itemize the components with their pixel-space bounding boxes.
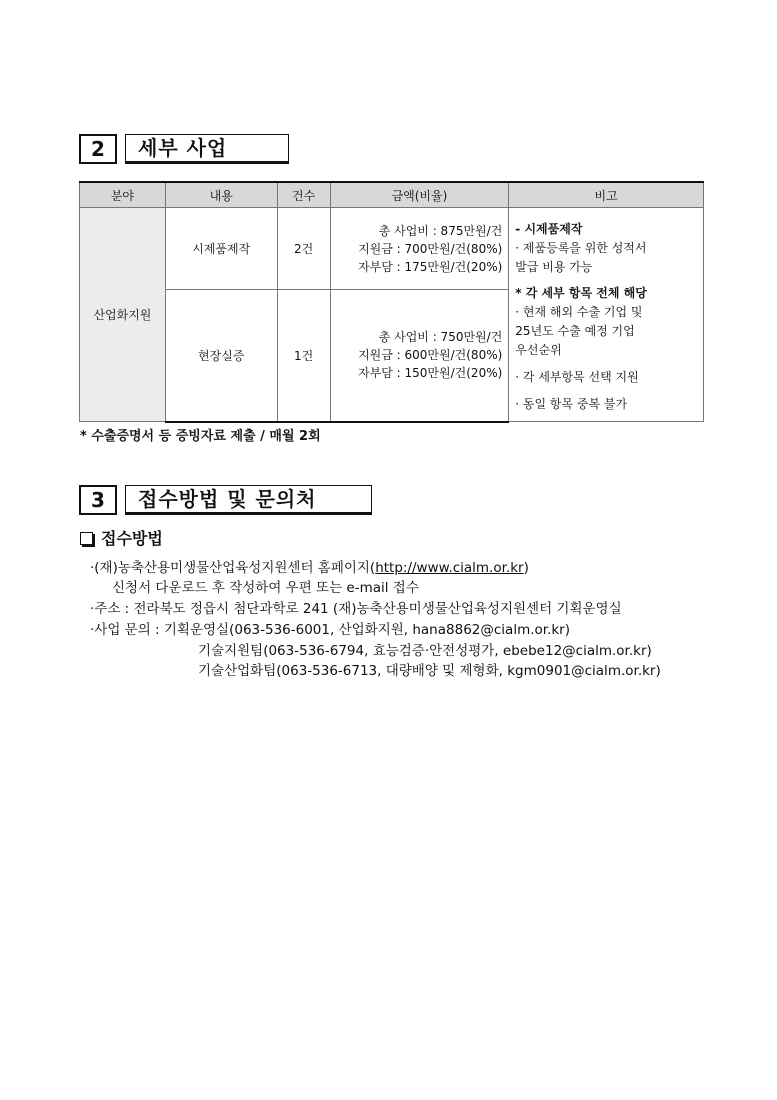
section-number: 3	[79, 485, 117, 515]
field-cell: 산업화지원	[80, 208, 166, 422]
remark-line: 25년도 수출 예정 기업	[515, 324, 635, 338]
header-count: 건수	[277, 182, 330, 208]
remark-title: - 시제품제작	[515, 222, 583, 236]
detail-program-table	[79, 181, 704, 423]
count-cell: 1건	[277, 290, 330, 422]
homepage-link[interactable]: http://www.cialm.or.kr	[375, 560, 524, 576]
header-field: 분야	[80, 182, 166, 208]
amount-line: 자부담 : 175만원/건(20%)	[358, 259, 503, 274]
section-number: 2	[79, 134, 117, 164]
amount-line: 총 사업비 : 750만원/건	[378, 330, 503, 345]
header-amount: 금액(비율)	[330, 182, 509, 208]
remark-line: · 현재 해외 수출 기업 및	[515, 305, 643, 319]
contact-line: ·사업 문의 : 기획운영실(063-536-6001, 산업화지원, hana8862@cialm.or.kr)	[90, 622, 571, 638]
content-cell: 현장실증	[165, 290, 277, 422]
amount-line: 지원금 : 700만원/건(80%)	[358, 241, 503, 256]
download-line: 신청서 다운로드 후 작성하여 우편 또는 e-mail 접수	[112, 580, 419, 596]
amount-line: 자부담 : 150만원/건(20%)	[358, 366, 503, 381]
content-cell: 시제품제작	[165, 208, 277, 290]
remark-line: 발급 비용 가능	[515, 260, 593, 274]
remarks-cell	[509, 208, 704, 422]
homepage-line	[90, 556, 529, 576]
table-header-row	[80, 182, 704, 208]
amount-line: 총 사업비 : 875만원/건	[378, 223, 503, 238]
amount-cell	[330, 208, 509, 290]
remark-title: * 각 세부 항목 전체 해당	[515, 286, 647, 300]
remark-line: · 제품등록을 위한 성적서	[515, 241, 647, 255]
address-line: ·주소 : 전라북도 정읍시 첨단과학로 241 (재)농축산용미생물산업육성지원센터 기획운영실	[90, 601, 622, 617]
checkbox-square-icon	[80, 532, 93, 545]
subsection-heading	[80, 526, 163, 549]
table-row	[80, 208, 704, 290]
amount-line: 지원금 : 600만원/건(80%)	[358, 348, 503, 363]
contact-line: 기술산업화팀(063-536-6713, 대량배양 및 제형화, kgm0901@cialm.or.kr)	[198, 663, 661, 679]
amount-cell	[330, 290, 509, 422]
homepage-prefix: ·(재)농축산용미생물산업육성지원센터 홈페이지(	[90, 560, 376, 576]
table-footnote: * 수출증명서 등 증빙자료 제출 / 매월 2회	[80, 429, 321, 444]
count-cell: 2건	[277, 208, 330, 290]
section-title: 세부 사업	[125, 134, 289, 164]
remark-line: 우선순위	[515, 343, 562, 357]
header-remarks: 비고	[509, 182, 704, 208]
remark-line: · 동일 항목 중복 불가	[515, 397, 628, 411]
remark-line: · 각 세부항목 선택 지원	[515, 370, 639, 384]
header-content: 내용	[165, 182, 277, 208]
section-title: 접수방법 및 문의처	[125, 485, 372, 515]
contact-line: 기술지원팀(063-536-6794, 효능검증·안전성평가, ebebe12@cialm.or.kr)	[198, 643, 652, 659]
subsection-title: 접수방법	[101, 529, 163, 548]
homepage-suffix: )	[523, 560, 529, 576]
